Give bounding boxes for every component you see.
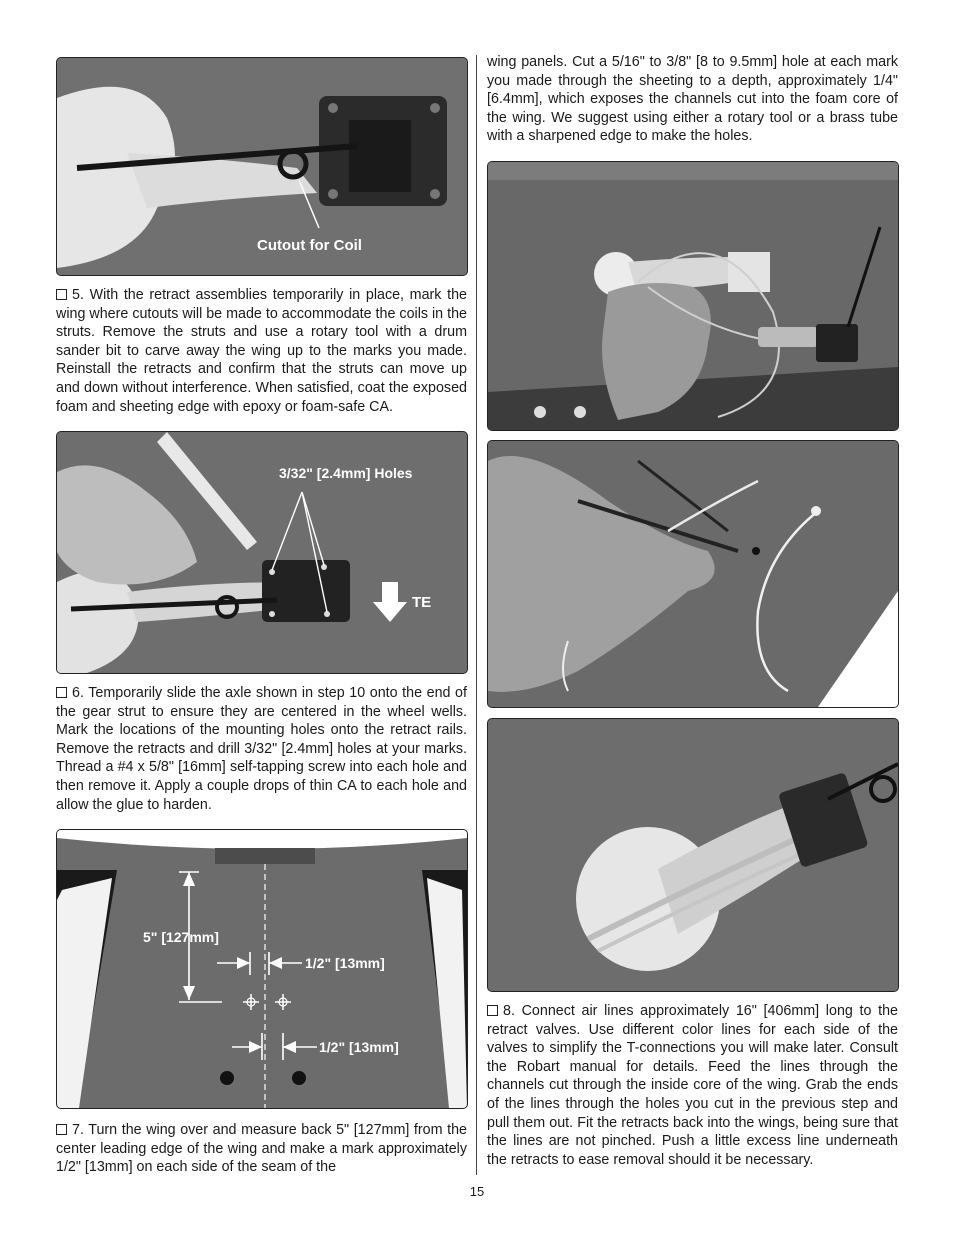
measure-5in-label: 5" [127mm]	[143, 929, 219, 945]
step-7-continued-text: wing panels. Cut a 5/16" to 3/8" [8 to 9.5mm] hole at each mark you made through the sheeting to a depth, approximately 1/4" [6.4mm], which exposes the channels cut into the foam core of the wing. We suggest using either a rotary tool or a brass tube with a sharpened edge to make the holes.	[487, 54, 898, 145]
photo-retract-installed	[487, 718, 899, 992]
step-8-body: 8. Connect air lines approximately 16" [406mm] long to the retract valves. Use different color lines for each side of the valves to simplify the T-connections you will make later. Consult the Robart manual for details. Feed the lines through the channels cut through the inside core of the wing. Grab the ends of the lines through the holes you cut in the previous step and pull them out. Fit the retracts back into the wings, being sure that the lines are not pinched. Push a little excess line underneath the retracts to ease removal should it be necessary.	[487, 1003, 898, 1168]
photo-cutting-holes	[487, 161, 899, 431]
cutout-label: Cutout for Coil	[257, 237, 362, 254]
checkbox-step-6[interactable]	[56, 687, 67, 698]
column-divider	[476, 55, 477, 1175]
page-number: 15	[469, 1184, 485, 1199]
step-7-text	[56, 1121, 467, 1177]
te-label: TE	[412, 594, 432, 611]
photo-measurement	[56, 829, 468, 1109]
measure-half-b-label: 1/2" [13mm]	[319, 1039, 399, 1055]
step-7-body: 7. Turn the wing over and measure back 5" [127mm] from the center leading edge of the wing and make a mark approximately 1/2" [13mm] on each side of the seam of the	[56, 1122, 467, 1176]
photo-mounting-holes	[56, 431, 468, 674]
step-6-body: 6. Temporarily slide the axle shown in step 10 onto the end of the gear strut to ensure they are centered in the wheel wells. Mark the locations of the mounting holes onto the retract rails. Remove the retracts and drill 3/32" [2.4mm] holes at your marks. Thread a #4 x 5/8" [16mm] self-tapping screw into each hole and then remove it. Apply a couple drops of thin CA to each hole and allow the glue to harden.	[56, 685, 467, 813]
checkbox-step-8[interactable]	[487, 1005, 498, 1016]
checkbox-step-7[interactable]	[56, 1124, 67, 1135]
photo-pulling-lines	[487, 440, 899, 708]
photo-cutout-for-coil	[56, 57, 468, 276]
checkbox-step-5[interactable]	[56, 289, 67, 300]
measure-half-a-label: 1/2" [13mm]	[305, 955, 385, 971]
step-6-text	[56, 684, 467, 814]
step-8-text	[487, 1002, 898, 1169]
step-5-body: 5. With the retract assemblies temporarily in place, mark the wing where cutouts will be made to accommodate the coils in the struts. Remove the struts and use a rotary tool with a drum sander bit to carve away the wing up to the marks you made. Reinstall the retracts and confirm that the struts can move up and down without interference. When satisfied, coat the exposed foam and sheeting edge with epoxy or foam-safe CA.	[56, 287, 467, 415]
step-5-text	[56, 286, 467, 416]
holes-label: 3/32" [2.4mm] Holes	[279, 465, 413, 481]
